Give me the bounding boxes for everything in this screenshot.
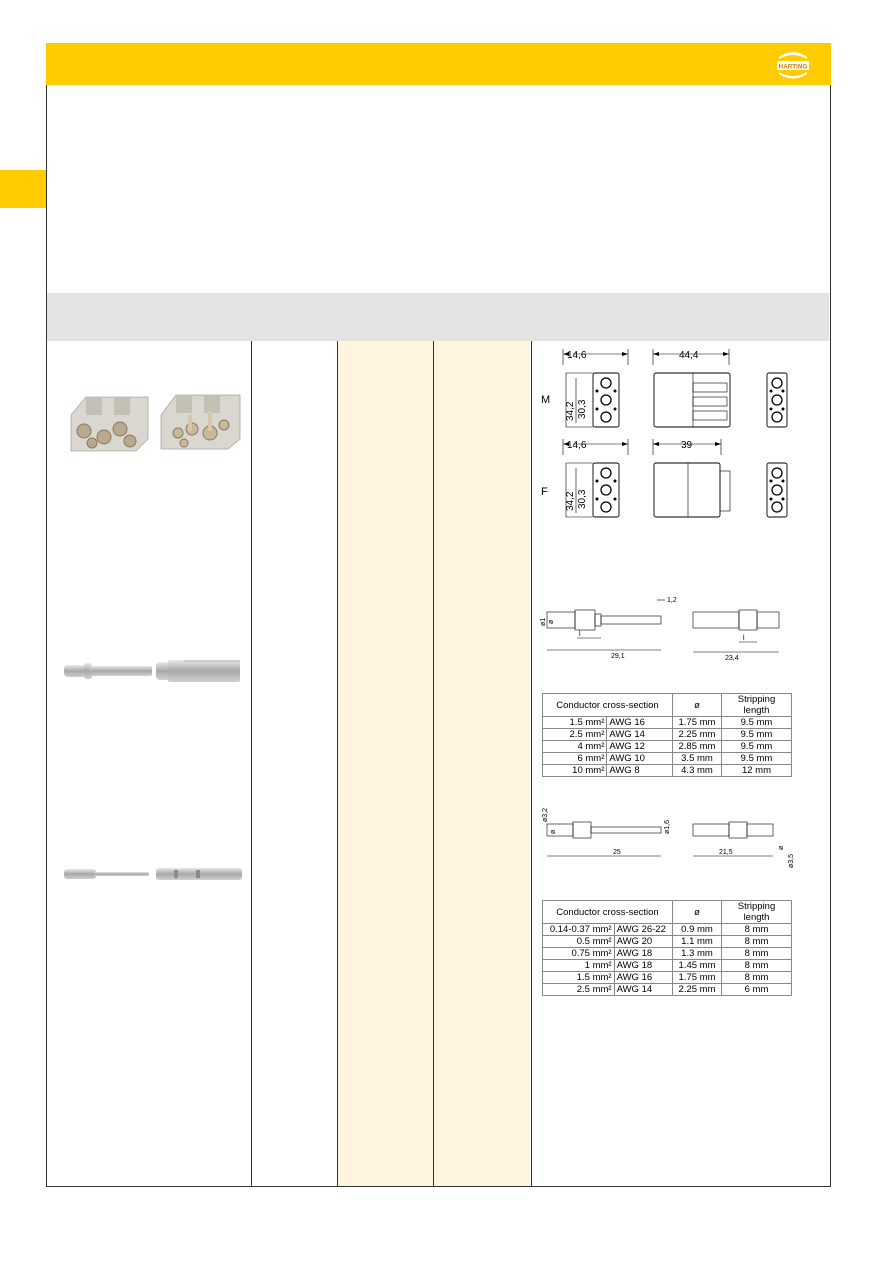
table-cell: AWG 26-22 [614,924,672,936]
dim-male-width: 14,6 [567,350,587,361]
contact-large-photo [64,658,244,684]
dim-male-h1: 34,2 [565,401,576,421]
table-cell: 8 mm [722,948,792,960]
table-cell: AWG 20 [614,936,672,948]
table-row [543,984,792,996]
label-l: l [579,631,581,638]
table-cell: 8 mm [722,960,792,972]
dim-female-h2: 30,3 [577,489,588,509]
wire-table-small [542,900,792,996]
table-cell: AWG 18 [614,960,672,972]
header-band [46,43,831,85]
table-header-band [47,293,829,341]
dim-female-length: 39 [681,440,693,451]
dim-small-male-d2: ø3,2 [542,807,549,822]
table-cell: 9.5 mm [721,741,791,753]
table-row [543,753,792,765]
table-cell: 8 mm [722,924,792,936]
table-cell: AWG 10 [607,753,673,765]
table-cell: 2.25 mm [673,984,722,996]
table-cell: 1.5 mm² [543,717,607,729]
table-cell: 2.85 mm [672,741,721,753]
label-d1: ø1 [540,617,547,626]
table-cell: 9.5 mm [721,753,791,765]
th-diameter: ø [673,901,722,924]
table-cell: 1.5 mm² [543,972,615,984]
label-female: F [541,486,548,498]
contact-small-drawings [533,800,829,870]
logo-text: HARTING [778,63,808,71]
dim-small-female-len: 21,5 [719,849,733,856]
table-cell: AWG 14 [607,729,673,741]
table-cell: 6 mm [722,984,792,996]
table-cell: 1.75 mm [673,972,722,984]
table-row [543,765,792,777]
table-cell: AWG 14 [614,984,672,996]
table-row [543,717,792,729]
table-cell: 1.75 mm [672,717,721,729]
column-divider [531,341,532,1186]
cream-column-1 [338,341,433,1186]
table-cell: 1.1 mm [673,936,722,948]
table-cell: 8 mm [722,936,792,948]
table-cell: 2.5 mm² [543,729,607,741]
dim-small-male-d1: ø1,6 [664,819,671,834]
contact-small-photo [64,864,244,884]
table-row [543,924,792,936]
table-cell: 8 mm [722,972,792,984]
label-small-female-d: ø [778,845,785,850]
column-divider [251,341,252,1186]
table-cell: AWG 12 [607,741,673,753]
wire-table-large [542,693,792,777]
table-cell: 1.3 mm [673,948,722,960]
th-diameter: ø [672,694,721,717]
table-cell: 0.9 mm [673,924,722,936]
table-cell: AWG 16 [607,717,673,729]
table-cell: 0.5 mm² [543,936,615,948]
harting-logo [774,47,812,83]
dim-male-h2: 30,3 [577,399,588,419]
table-row [543,729,792,741]
table-cell: AWG 18 [614,948,672,960]
table-cell: 0.14-0.37 mm² [543,924,615,936]
table-row [543,741,792,753]
table-cell: 9.5 mm [721,729,791,741]
table-row [543,972,792,984]
label-d: ø [548,619,555,624]
table-cell: 1 mm² [543,960,615,972]
dim-small-male-len: 25 [613,849,621,856]
insert-photo [66,385,246,457]
th-stripping: Stripping length [721,694,791,717]
housing-drawings [533,343,829,528]
label-male: M [541,394,551,406]
table-cell: 9.5 mm [721,717,791,729]
table-cell: 12 mm [721,765,791,777]
column-divider [337,341,338,1186]
label-small-d: ø [550,829,557,834]
table-cell: 6 mm² [543,753,607,765]
table-cell: 2.5 mm² [543,984,615,996]
dim-male-tip: 1,2 [667,597,677,604]
label-l-female: l [743,635,745,642]
dim-male-len: 29,1 [611,653,625,660]
dim-male-length: 44,4 [679,350,699,361]
table-cell: 3.5 mm [672,753,721,765]
table-cell: AWG 8 [607,765,673,777]
contact-large-drawings [533,590,829,662]
column-divider [433,341,434,1186]
table-cell: 4 mm² [543,741,607,753]
cream-column-2 [434,341,530,1186]
table-cell: 4.3 mm [672,765,721,777]
dim-female-h1: 34,2 [565,491,576,511]
table-cell: 10 mm² [543,765,607,777]
th-cross-section: Conductor cross-section [543,901,673,924]
dim-female-width: 14,6 [567,440,587,451]
table-row [543,936,792,948]
table-row [543,960,792,972]
dim-small-female-d: ø3,5 [788,853,795,868]
table-cell: 1.45 mm [673,960,722,972]
table-cell: 0.75 mm² [543,948,615,960]
th-stripping: Stripping length [722,901,792,924]
table-cell: 2.25 mm [672,729,721,741]
section-tab [0,170,46,208]
th-cross-section: Conductor cross-section [543,694,673,717]
table-cell: AWG 16 [614,972,672,984]
table-row [543,948,792,960]
dim-female-len: 23,4 [725,655,739,662]
